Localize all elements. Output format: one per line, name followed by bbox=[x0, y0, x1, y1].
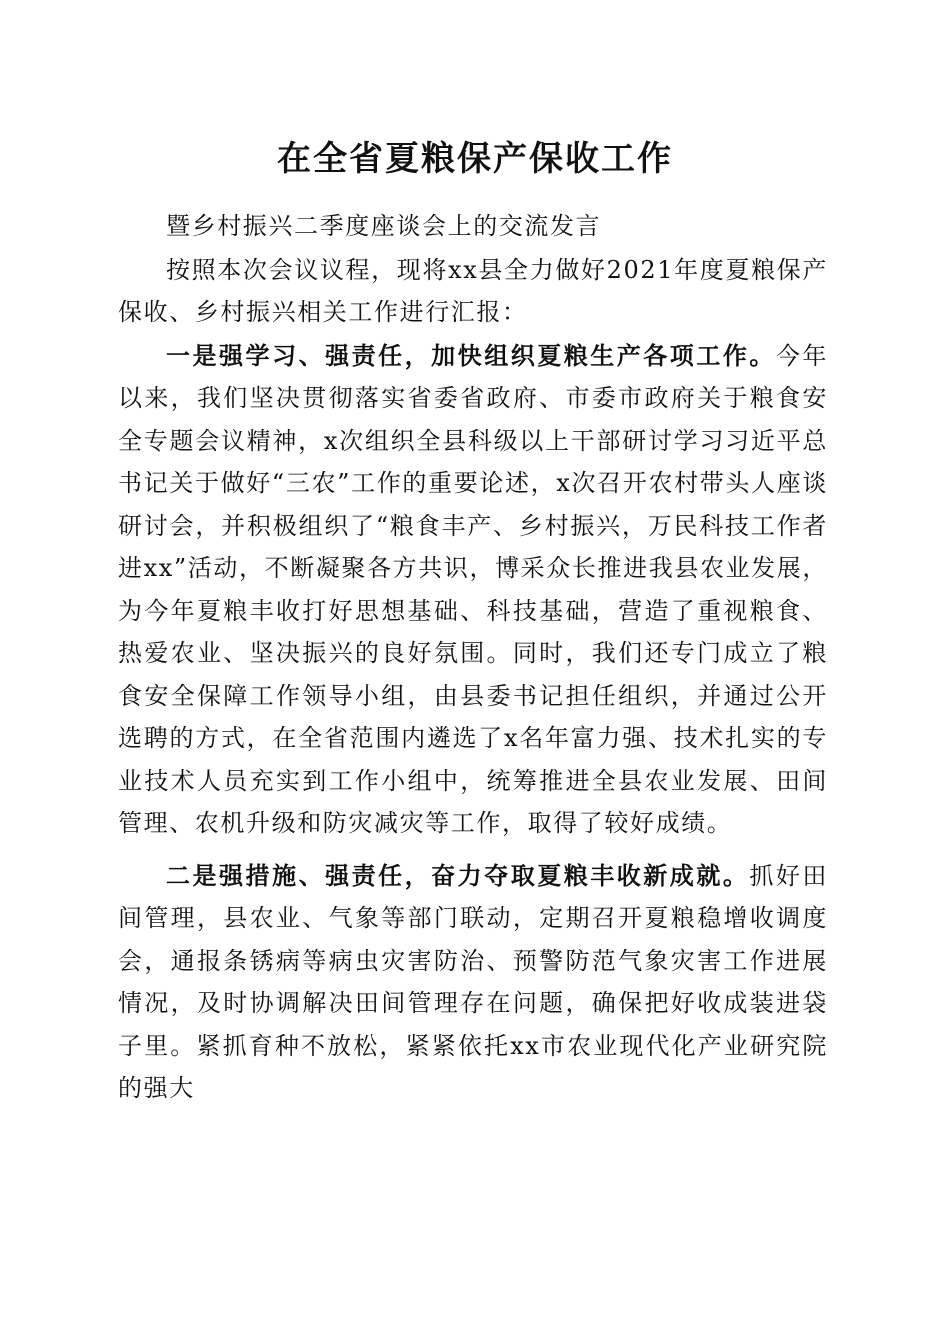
document-title: 在全省夏粮保产保收工作 bbox=[277, 139, 673, 179]
section-2-paragraph bbox=[118, 855, 828, 1110]
document-body bbox=[118, 205, 828, 1110]
section-1-text: 今年以来，我们坚决贯彻落实省委省政府、市委市政府关于粮食安全专题会议精神，x次组织全县科级以上干部研讨学习习近平总书记关于做好“三农”工作的重要论述，x次召开农村带头人座谈研讨会，并积极组织了“粮食丰产、乡村振兴，万民科技工作者进xx”活动，不断凝聚各方共识，博采众长推进我县农业发展，为今年夏粮丰收打好思想基础、科技基础，营造了重视粮食、热爱农业、坚决振兴的良好氛围。同时，我们还专门成立了粮食安全保障工作领导小组，由县委书记担任组织，并通过公开选聘的方式，在全省范围内遴选了x名年富力强、技术扎实的专业技术人员充实到工作小组中，统筹推进全县农业发展、田间管理、农机升级和防灾减灾等工作，取得了较好成绩。 bbox=[118, 341, 828, 837]
section-1-lead: 一是强学习、强责任，加快组织夏粮生产各项工作。 bbox=[166, 340, 776, 370]
section-2-text: 抓好田间管理，县农业、气象等部门联动，定期召开夏粮稳增收调度会，通报条锈病等病虫灾害防治、预警防范气象灾害工作进展情况，及时协调解决田间管理存在问题，确保把好收成装进袋子里。紧抓育种不放松，紧紧依托xx市农业现代化产业研究院的强大 bbox=[118, 861, 828, 1102]
intro-paragraph: 按照本次会议议程，现将xx县全力做好2021年度夏粮保产保收、乡村振兴相关工作进行汇报： bbox=[118, 255, 828, 326]
section-2-lead: 二是强措施、强责任，奋力夺取夏粮丰收新成就。 bbox=[166, 860, 750, 890]
subtitle-paragraph: 暨乡村振兴二季度座谈会上的交流发言 bbox=[166, 212, 602, 240]
section-1-paragraph bbox=[118, 335, 828, 845]
